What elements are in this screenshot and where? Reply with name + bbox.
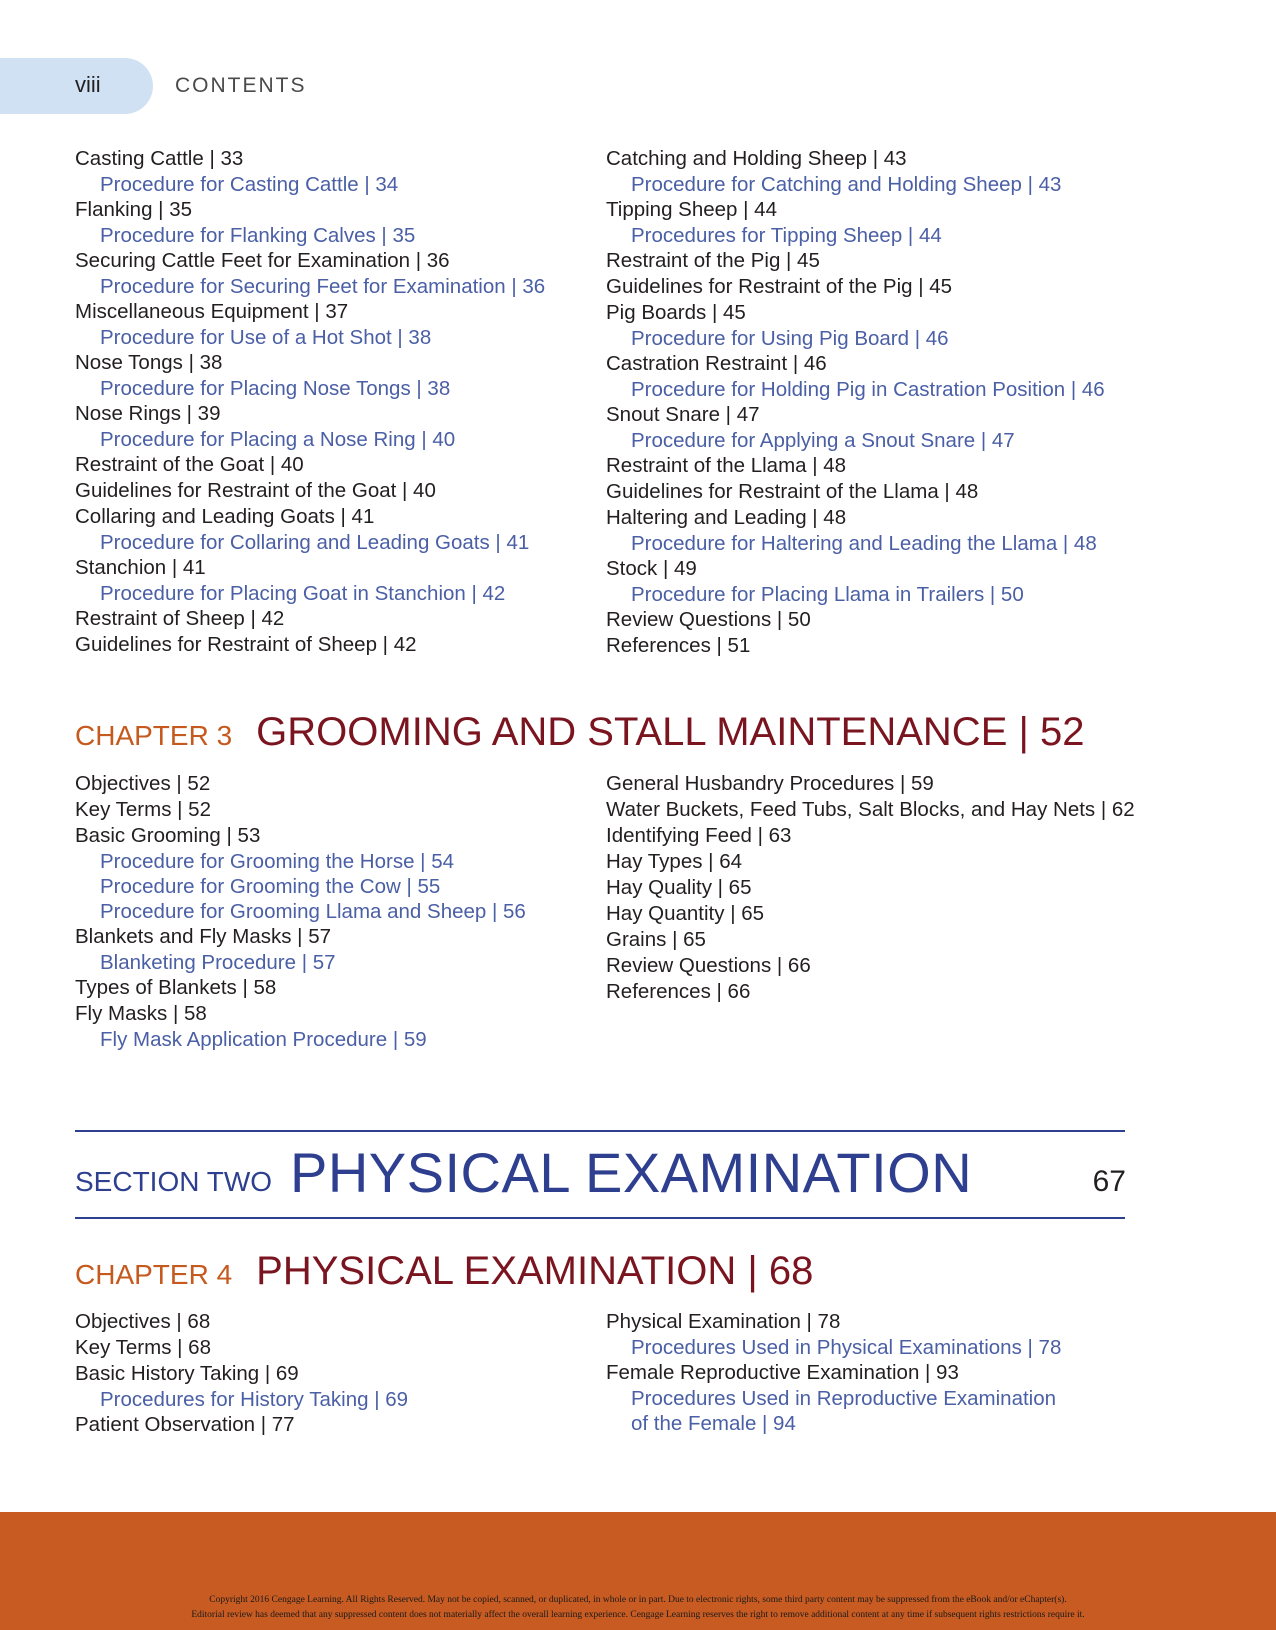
toc-entry[interactable]: Nose Tongs | 38 — [75, 351, 223, 374]
chapter-3-label: CHAPTER 3 — [75, 720, 233, 751]
toc-entry[interactable]: Grains | 65 — [606, 928, 706, 951]
running-head: CONTENTS — [175, 74, 307, 97]
page-number: viii — [75, 72, 101, 97]
section-title[interactable]: PHYSICAL EXAMINATION — [290, 1141, 973, 1204]
toc-entry[interactable]: Review Questions | 66 — [606, 954, 811, 977]
toc-entry[interactable]: Guidelines for Restraint of Sheep | 42 — [75, 633, 417, 656]
toc-entry[interactable]: Review Questions | 50 — [606, 608, 811, 631]
toc-procedure-entry[interactable]: Procedure for Holding Pig in Castration Position | 46 — [631, 378, 1105, 401]
toc-entry[interactable]: Restraint of the Goat | 40 — [75, 453, 304, 476]
toc-entry[interactable]: Blankets and Fly Masks | 57 — [75, 925, 331, 948]
toc-procedure-entry[interactable]: Procedure for Placing Llama in Trailers | 50 — [631, 583, 1024, 606]
toc-procedure-entry[interactable]: Procedure for Flanking Calves | 35 — [100, 224, 416, 247]
toc-entry[interactable]: Key Terms | 68 — [75, 1336, 211, 1359]
toc-procedure-entry[interactable]: Blanketing Procedure | 57 — [100, 951, 336, 974]
toc-column-ch4-left — [75, 1309, 408, 1438]
toc-entry[interactable]: Identifying Feed | 63 — [606, 824, 792, 847]
toc-entry[interactable]: References | 51 — [606, 634, 751, 657]
toc-procedure-entry[interactable]: Fly Mask Application Procedure | 59 — [100, 1028, 427, 1051]
toc-procedure-entry[interactable]: Procedure for Grooming the Cow | 55 — [100, 875, 441, 898]
chapter-4-heading[interactable] — [75, 1249, 813, 1294]
toc-procedure-entry[interactable]: Procedure for Haltering and Leading the Llama | 48 — [631, 532, 1097, 555]
copyright-line-1: Copyright 2016 Cengage Learning. All Rights Reserved. May not be copied, scanned, or duplicated, in whole or in part. Due to electronic rights, some third party content may be suppressed from the eBook and/or eChapter(s). — [209, 1595, 1067, 1605]
section-label: SECTION TWO — [75, 1166, 273, 1197]
toc-procedure-entry[interactable]: Procedure for Grooming Llama and Sheep | 56 — [100, 900, 526, 923]
section-page-number: 67 — [1092, 1165, 1126, 1198]
toc-entry[interactable]: Restraint of Sheep | 42 — [75, 607, 285, 630]
toc-entry[interactable]: Patient Observation | 77 — [75, 1413, 295, 1436]
toc-entry[interactable]: Physical Examination | 78 — [606, 1310, 841, 1333]
toc-procedure-entry[interactable]: Procedures Used in Reproductive Examination — [631, 1387, 1057, 1410]
chapter-4-title: PHYSICAL EXAMINATION | 68 — [256, 1249, 814, 1293]
toc-entry[interactable]: Catching and Holding Sheep | 43 — [606, 147, 907, 170]
toc-column-ch3-right — [606, 771, 1135, 1005]
toc-entry[interactable]: Types of Blankets | 58 — [75, 976, 277, 999]
copyright-line-2: Editorial review has deemed that any suppressed content does not materially affect the overall learning experience. Cengage Learning reserves the right to remove additional content at any time if subsequent rights restrictions require it. — [191, 1610, 1085, 1620]
toc-entry[interactable]: Snout Snare | 47 — [606, 403, 760, 426]
toc-entry[interactable]: References | 66 — [606, 980, 751, 1003]
toc-procedure-entry[interactable]: Procedure for Securing Feet for Examination | 36 — [100, 275, 546, 298]
toc-entry[interactable]: Hay Types | 64 — [606, 850, 742, 873]
toc-entry[interactable]: Basic History Taking | 69 — [75, 1362, 299, 1385]
toc-entry[interactable]: Tipping Sheep | 44 — [606, 198, 777, 221]
toc-procedure-entry[interactable]: Procedures for History Taking | 69 — [100, 1388, 409, 1411]
toc-entry[interactable]: Guidelines for Restraint of the Llama | 48 — [606, 480, 979, 503]
toc-entry[interactable]: Objectives | 68 — [75, 1310, 211, 1333]
toc-entry[interactable]: Haltering and Leading | 48 — [606, 506, 847, 529]
toc-entry[interactable]: Stock | 49 — [606, 557, 697, 580]
toc-procedure-entry[interactable]: Procedure for Collaring and Leading Goats | 41 — [100, 531, 530, 554]
toc-entry[interactable]: Pig Boards | 45 — [606, 301, 746, 324]
toc-procedure-entry[interactable]: Procedure for Applying a Snout Snare | 47 — [631, 429, 1015, 452]
toc-column-ch2-right — [606, 146, 1105, 659]
toc-entry[interactable]: Collaring and Leading Goats | 41 — [75, 505, 375, 528]
toc-procedure-entry[interactable]: Procedure for Placing a Nose Ring | 40 — [100, 428, 456, 451]
toc-entry[interactable]: Hay Quality | 65 — [606, 876, 752, 899]
toc-procedure-entry[interactable]: Procedures for Tipping Sheep | 44 — [631, 224, 942, 247]
toc-entry[interactable]: Miscellaneous Equipment | 37 — [75, 300, 349, 323]
toc-procedure-entry[interactable]: Procedure for Catching and Holding Sheep | 43 — [631, 173, 1062, 196]
section-rule-top — [75, 1130, 1125, 1132]
toc-entry[interactable]: Securing Cattle Feet for Examination | 36 — [75, 249, 450, 272]
toc-entry[interactable]: Female Reproductive Examination | 93 — [606, 1361, 959, 1384]
toc-entry[interactable]: Key Terms | 52 — [75, 798, 211, 821]
toc-entry[interactable]: Fly Masks | 58 — [75, 1002, 207, 1025]
toc-entry[interactable]: Basic Grooming | 53 — [75, 824, 261, 847]
chapter-3-heading[interactable] — [75, 710, 1084, 755]
section-rule-bottom — [75, 1217, 1125, 1219]
toc-column-ch3-left — [75, 771, 526, 1052]
toc-procedure-entry[interactable]: Procedure for Casting Cattle | 34 — [100, 173, 399, 196]
toc-procedure-entry[interactable]: Procedure for Use of a Hot Shot | 38 — [100, 326, 432, 349]
toc-procedure-entry[interactable]: Procedure for Grooming the Horse | 54 — [100, 850, 454, 873]
toc-column-ch4-right — [606, 1309, 1061, 1436]
toc-entry[interactable]: Guidelines for Restraint of the Goat | 40 — [75, 479, 436, 502]
toc-entry[interactable]: Water Buckets, Feed Tubs, Salt Blocks, and Hay Nets | 62 — [606, 798, 1135, 821]
toc-entry[interactable]: Casting Cattle | 33 — [75, 147, 244, 170]
toc-procedure-entry[interactable]: Procedure for Placing Goat in Stanchion | 42 — [100, 582, 506, 605]
toc-procedure-entry[interactable]: Procedure for Placing Nose Tongs | 38 — [100, 377, 451, 400]
toc-procedure-entry[interactable]: Procedures Used in Physical Examinations | 78 — [631, 1336, 1062, 1359]
toc-entry[interactable]: Stanchion | 41 — [75, 556, 206, 579]
toc-entry[interactable]: Restraint of the Pig | 45 — [606, 249, 820, 272]
toc-entry[interactable]: Hay Quantity | 65 — [606, 902, 765, 925]
chapter-3-title: GROOMING AND STALL MAINTENANCE | 52 — [256, 710, 1085, 754]
toc-entry[interactable]: Guidelines for Restraint of the Pig | 45 — [606, 275, 953, 298]
toc-entry[interactable]: Castration Restraint | 46 — [606, 352, 827, 375]
toc-procedure-entry[interactable]: of the Female | 94 — [631, 1412, 796, 1435]
toc-entry[interactable]: Flanking | 35 — [75, 198, 193, 221]
toc-entry[interactable]: General Husbandry Procedures | 59 — [606, 772, 934, 795]
toc-entry[interactable]: Restraint of the Llama | 48 — [606, 454, 847, 477]
toc-entry[interactable]: Objectives | 52 — [75, 772, 211, 795]
chapter-4-label: CHAPTER 4 — [75, 1259, 233, 1290]
toc-column-ch2-left — [75, 146, 545, 658]
toc-entry[interactable]: Nose Rings | 39 — [75, 402, 221, 425]
toc-procedure-entry[interactable]: Procedure for Using Pig Board | 46 — [631, 327, 949, 350]
